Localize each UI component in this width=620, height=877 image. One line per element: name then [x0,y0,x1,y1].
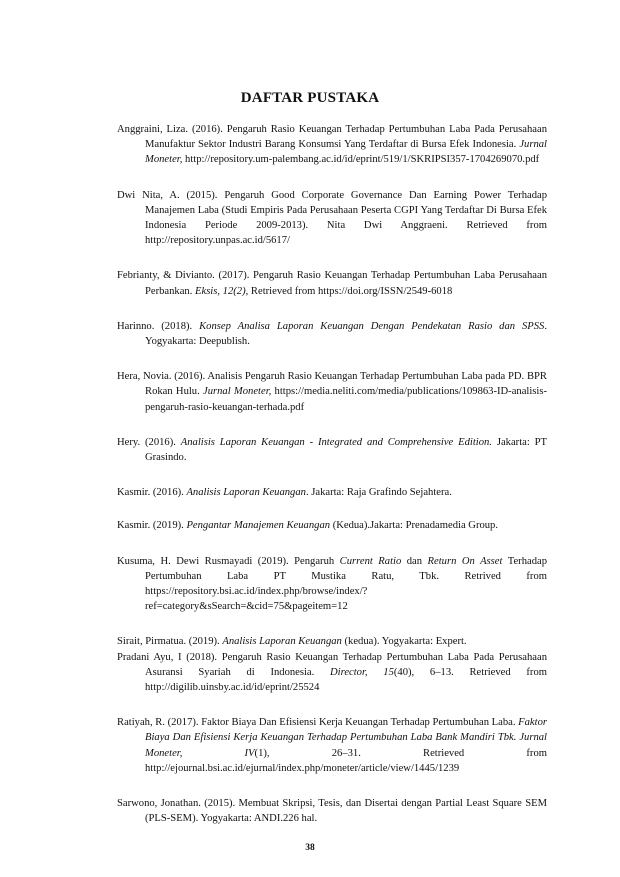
reference-ratiyah: Ratiyah, R. (2017). Faktor Biaya Dan Efisiensi Kerja Keuangan Terhadap Pertumbuhan Laba. Faktor Biaya Dan Efisiensi Kerja Keuangan Terhadap Pertumbuhan Laba Bank Mandiri Tbk. Jurnal Moneter, IV(1), 26–31. Retrieved from http://ejournal.bsi.ac.id/ejurnal/index.php/moneter/article/view/1445/1239 [117,717,547,774]
reference-harinno: Harinno. (2018). Konsep Analisa Laporan Keuangan Dengan Pendekatan Rasio dan SPSS. Yogyakarta: Deepublish. [117,320,547,348]
reference-kasmir-2019: Kasmir. (2019). Pengantar Manajemen Keuangan (Kedua).Jakarta: Prenadamedia Group. [117,520,499,532]
reference-kusuma: Kusuma, H. Dewi Rusmayadi (2019). Pengaruh Current Ratio dan Return On Asset Terhadap Pertumbuhan Laba PT Mustika Ratu, Tbk. Retrived from https://repository.bsi.ac.id/index.php/browse/index/?ref=category&sSearch=&cid=75&pageitem=12 [117,555,547,613]
page-title: DAFTAR PUSTAKA [240,90,380,106]
reference-hera: Hera, Novia. (2016). Analisis Pengaruh Rasio Keuangan Terhadap Pertumbuhan Laba pada PD. BPR Rokan Hulu. Jurnal Moneter, https://media.neliti.com/media/publications/109863-ID-analisis-pengaruh-rasio-keuangan-terhada.pdf [117,371,547,413]
reference-hery: Hery. (2016). Analisis Laporan Keuangan - Integrated and Comprehensive Edition. Jakarta: PT Grasindo. [117,436,548,464]
reference-febrianty: Febrianty, & Divianto. (2017). Pengaruh Rasio Keuangan Terhadap Pertumbuhan Laba Perusahaan Perbankan. Eksis, 12(2), Retrieved from https://doi.org/ISSN/2549-6018 [117,270,547,297]
reference-sarwono: Sarwono, Jonathan. (2015). Membuat Skripsi, Tesis, dan Disertai dengan Partial Least Square SEM (PLS-SEM). Yogyakarta: ANDI.226 hal. [117,798,547,825]
reference-pradani: Pradani Ayu, I (2018). Pengaruh Rasio Keuangan Terhadap Pertumbuhan Laba Pada Perusahaan Asuransi Syariah di Indonesia. Director, 15(40), 6–13. Retrieved from http://digilib.uinsby.ac.id/id/eprint/25524 [117,651,547,694]
reference-anggraini: Anggraini, Liza. (2016). Pengaruh Rasio Keuangan Terhadap Pertumbuhan Laba Pada Perusahaan Manufaktur Sektor Industri Barang Konsumsi Yang Terdaftar di Bursa Efek Indonesia. Jurnal Moneter, http://repository.um-palembang.ac.id/id/eprint/519/1/SKRIPSI357-1704269070.pdf [117,124,547,166]
reference-kasmir-2016: Kasmir. (2016). Analisis Laporan Keuangan. Jakarta: Raja Grafindo Sejahtera. [117,487,452,499]
reference-list [117,122,547,827]
reference-sirait: Sirait, Pirmatua. (2019). Analisis Laporan Keuangan (kedua). Yogyakarta: Expert. [117,636,467,648]
page-number: 38 [305,843,315,853]
reference-dwi-nita: Dwi Nita, A. (2015). Pengaruh Good Corporate Governance Dan Earning Power Terhadap Manajemen Laba (Studi Empiris Pada Perusahaan Peserta CGPI Yang Terdaftar Di Bursa Efek Indonesia Periode 2009-2013). Nita Dwi Anggraeni. Retrieved from http://repository.unpas.ac.id/5617/ [117,189,547,247]
